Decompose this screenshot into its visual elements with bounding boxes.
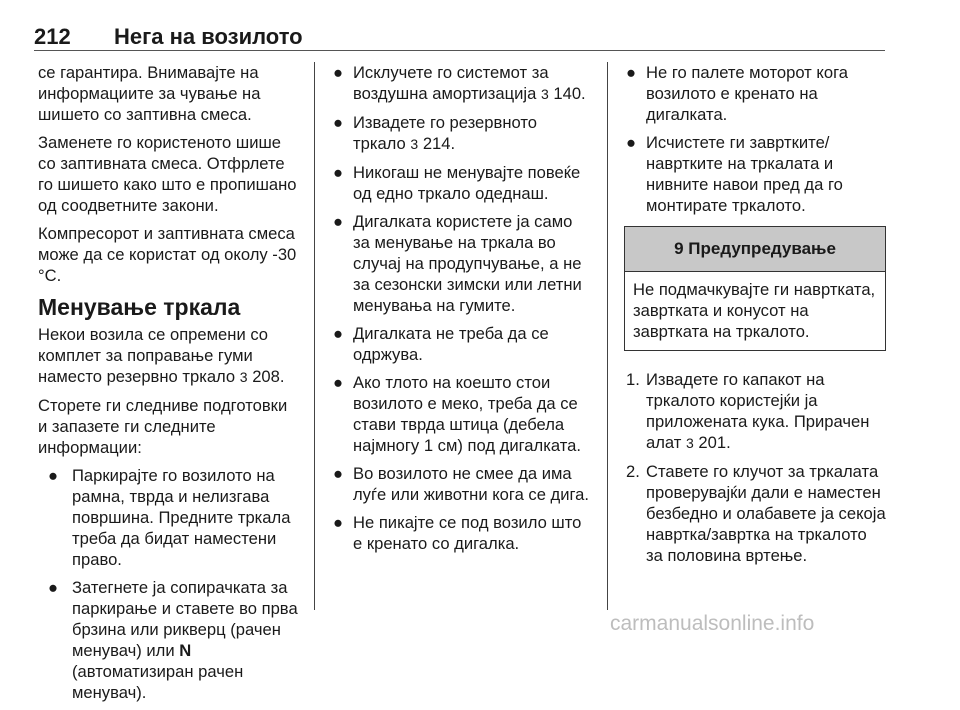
list-item-text: Не го палете моторот кога возилото е кренато на дигалката. (646, 63, 848, 124)
column-1 (38, 62, 300, 710)
cross-reference-link[interactable]: 140. (548, 84, 586, 103)
list-item-text: Ако тлото на коешто стои возилото е меко, треба да се стави тврда штица (дебела најмногу 1 см) под дигалката. (353, 373, 581, 455)
list-item-text: Во возилото не смее да има луѓе или животни кога се дига. (353, 464, 590, 504)
cross-reference-link[interactable]: 214. (418, 134, 456, 153)
column-3 (624, 62, 886, 573)
warning-title: Предупредување (688, 239, 836, 258)
bullet-icon: ● (333, 373, 344, 392)
list-item (331, 372, 593, 456)
warning-header (625, 227, 885, 272)
bullet-icon: ● (333, 163, 344, 182)
list-item (331, 512, 593, 554)
numbered-list (624, 369, 886, 566)
bullet-icon: ● (333, 324, 344, 343)
page-title: Нега на возилото (114, 24, 303, 49)
column-2 (331, 62, 593, 561)
bullet-icon: ● (626, 63, 637, 82)
gear-indicator: N (179, 641, 192, 660)
list-item-text: Исклучете го системот за воздушна амортизација (353, 63, 549, 103)
list-item-text: Дигалката користете ја само за менување на тркала во случај на продупчување, а не за сезонски зимски или летни менувања на гумите. (353, 212, 582, 315)
step-text: Ставете го клучот за тркалата проверувајќи дали е наместен безбедно и олабавете ја секоја навртка/завртка на тркалото за половина вртење. (646, 462, 886, 565)
list-item-text: Затегнете ја сопирачката за паркирање и ставете во прва брзина или рикверц (рачен менувач) или (72, 578, 298, 660)
paragraph: Заменете го користеното шише со заптивната смеса. Отфрлете го шишето како што е пропишано од соодветните закони. (38, 133, 297, 215)
list-item (331, 162, 593, 204)
list-item (38, 577, 300, 703)
list-item (331, 463, 593, 505)
list-item (331, 62, 593, 105)
paragraph: се гарантира. Внимавајте на информациите за чување на шишето со заптивна смеса. (38, 63, 261, 124)
list-item-text: Исчистете ги завртките/ навртките на тркалата и нивните навои пред да го монтирате тркалото. (646, 133, 843, 215)
list-item (624, 62, 886, 125)
watermark: carmanualsonline.info (610, 612, 815, 635)
list-item-text: Никогаш не менувајте повеќе од едно тркало одеднаш. (353, 163, 581, 203)
step-number: 1. (626, 370, 640, 389)
cross-reference-arrow-icon: 3 (410, 136, 419, 152)
warning-triangle-icon: 9 (674, 239, 684, 258)
cross-reference-arrow-icon: 3 (686, 435, 694, 451)
warning-text: Не подмачкувајте ги навртката, завртката и конусот на завртката на тркалото. (633, 280, 876, 341)
bullet-icon: ● (626, 133, 637, 152)
cross-reference-arrow-icon: 3 (540, 86, 549, 102)
step-item (624, 461, 886, 566)
section-heading: Менување тркала (38, 294, 241, 320)
step-item (624, 369, 886, 454)
bullet-icon: ● (48, 578, 59, 597)
warning-box (624, 226, 886, 351)
bullet-icon: ● (48, 466, 59, 485)
list-item (331, 323, 593, 365)
cross-reference-arrow-icon: 3 (239, 369, 248, 385)
page-number: 212 (34, 24, 71, 49)
step-number: 2. (626, 462, 640, 481)
step-text: Извадете го капакот на тркалото користејќи ја приложената кука. Прирачен алат (646, 370, 870, 452)
list-item (624, 132, 886, 216)
bullet-list (331, 62, 593, 554)
header-rule (34, 50, 885, 51)
list-item-text: Паркирајте го возилото на рамна, тврда и нелизгава површина. Предните тркала треба да бидат наместени право. (72, 466, 291, 569)
paragraph: Сторете ги следниве подготовки и запазете ги следните информации: (38, 396, 288, 457)
bullet-icon: ● (333, 113, 344, 132)
column-divider (314, 62, 315, 610)
list-item-text: Извадете го резервното тркало (353, 113, 537, 153)
cross-reference-link[interactable]: 201. (693, 433, 731, 452)
bullet-icon: ● (333, 513, 344, 532)
list-item (38, 465, 300, 570)
bullet-icon: ● (333, 464, 344, 483)
paragraph (38, 324, 300, 388)
bullet-list (38, 465, 300, 703)
column-divider (607, 62, 608, 610)
paragraph-text: Некои возила се опремени со комплет за поправање гуми наместо резервно тркало (38, 325, 269, 386)
paragraph: Компресорот и заптивната смеса може да се користат од околу -30 °C. (38, 224, 297, 285)
list-item-text: Не пикајте се под возило што е кренато со дигалка. (353, 513, 582, 553)
bullet-icon: ● (333, 212, 344, 231)
cross-reference-link[interactable]: 208. (247, 367, 285, 386)
page-header (34, 24, 885, 51)
bullet-list (624, 62, 886, 216)
list-item-text: Дигалката не треба да се одржува. (353, 324, 549, 364)
list-item-text: (автоматизиран рачен менувач). (72, 662, 244, 702)
bullet-icon: ● (333, 63, 344, 82)
list-item (331, 112, 593, 155)
list-item (331, 211, 593, 316)
